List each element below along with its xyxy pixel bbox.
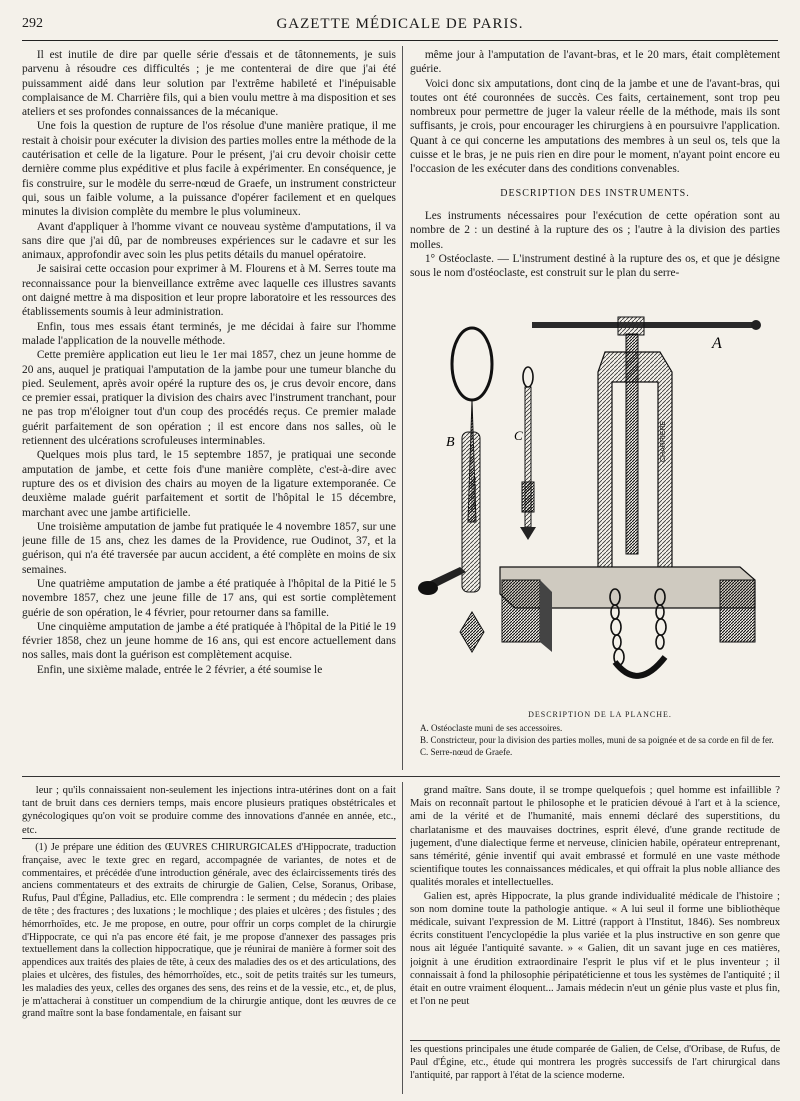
paragraph: Enfin, tous mes essais étant terminés, je me décidai à faire sur l'homme malade l'application de la nouvelle méthode. (22, 320, 396, 347)
paragraph: Il est inutile de dire par quelle série d'essais et de tâtonnements, je suis parvenu à résoudre ces difficultés ; je me contenterai de dire que j'ai été puissamment aidé dans leur solution par l'extrême habileté et l'inépuisable complaisance de M. Charrière fils, qui a bien voulu mettre à ma disposition et ses ateliers et ses profondes connaissances de la mécanique. (22, 49, 396, 119)
column-divider (402, 46, 403, 770)
instruments-engraving (410, 312, 780, 712)
caption-item: C. Serre-nœud de Graefe. (420, 747, 513, 758)
footnote-divider (22, 838, 396, 839)
paragraph: grand maître. Sans doute, il se trompe quelquefois ; quel homme est infaillible ? Mais on reconnaît partout le philosophe et le praticien dévoué à l'art et à la science, ami de la vérité et de l'humanité, mais ennemi déclaré des superstitions, du charlatanisme et des mauvaises doctrines, esprit élevé, d'une grande rectitude de jugement, d'une dialectique ferme et nerveuse, clinicien habile, opérateur entreprenant, sans témérité, génie inventif qui avait embrassé et formulé en une vaste méthode scientifique toutes les connaissances médicales, et qui offrait la plus noble alliance des qualités morales et intellectuelles. (410, 785, 780, 889)
paragraph: 1° Ostéoclaste. — L'instrument destiné à la rupture des os, et que je désigne sous le nom d'ostéoclaste, est construit sur le plan du serre- (410, 252, 780, 280)
paragraph: même jour à l'amputation de l'avant-bras, et le 20 mars, était complètement guérie. (410, 49, 780, 76)
instruments-plate (410, 312, 780, 712)
journal-title: GAZETTE MÉDICALE DE PARIS. (276, 16, 524, 32)
caption-item: B. Constricteur, pour la division des parties molles, muni de sa poignée et de sa corde en fil de fer. (420, 735, 774, 746)
section-divider (22, 776, 780, 777)
paragraph: Enfin, une sixième malade, entrée le 2 février, a été soumise le (36, 663, 323, 676)
bottom-right-footnote (410, 1044, 780, 1094)
bottom-right-column (410, 784, 780, 1034)
right-column (410, 48, 780, 310)
footnote-text: (1) Je prépare une édition des ŒUVRES CHIRURGICALES d'Hippocrate, traduction française, avec le texte grec en regard, accompagnée de variantes, de notes et de commentaires, et précédée d'une introduction générale, avec des éclaircissements tirés des anciens commentateurs et des extraits de chirurgie de Galien, Celse, Soranus, Oribase, Rufus, Paul d'Égine, Palladius, etc. Elle comprendra : le serment ; du médecin ; des plaies de tête ; des fractures ; des luxations ; le mochlique ; des plaies et ulcères ; des fistules ; des hémorrhoïdes, etc. Je me propose, en outre, pour offrir un corps complet de la chirurgie d'Hippocrate, ce qui n'a pas encore été fait, je me propose d'annexer des passages pris textuellement dans la collection hippocratique, que je réunirai de manière à former soit des appendices aux traités des plaies de tête, à ceux des maladies des os et des articulations, des plaies et ulcères, des fistules, des hémorrhoïdes, etc., soit de petits traités sur les tumeurs, les maladies des yeux, celles des organes des sens, des reins et de la vessie, etc., et, de plus, je m'attacherai à constituer un compendium de la chirurgie antique, dont les œuvres de ce grand maître sont la base fondamentale, en faisant sur (22, 842, 396, 1020)
paragraph: Une cinquième amputation de jambe a été pratiquée à l'hôpital de la Pitié le 19 février 1858, chez un jeune homme de 16 ans, qui est encore actuellement dans nos salles, mais dont la guérison est complètement acquise. (22, 620, 396, 662)
label-c: C (514, 428, 523, 443)
paragraph: Les instruments nécessaires pour l'exécution de cette opération sont au nombre de 2 : un destiné à la rupture des os ; l'autre à la division des parties molles. (410, 209, 780, 251)
caption-item: A. Ostéoclaste muni de ses accessoires. (420, 723, 563, 734)
figure-caption (420, 708, 780, 768)
column-divider (402, 782, 403, 1094)
paragraph: Une fois la question de rupture de l'os résolue d'une manière pratique, il me restait à choisir pour exécuter la division des parties molles entre la méthode de la cautérisation et celle de la ligature. Pour le présent, j'ai cru devoir choisir cette dernière comme plus expéditive et plus facile à expérimenter. En conséquence, je fis construire, sur le modèle du serre-nœud de Graefe, un instrument constricteur qui, sous un faible volume, a la puissance d'opérer facilement et en quelques minutes la division complète du membre le plus volumineux. (22, 120, 396, 219)
paragraph: Galien est, après Hippocrate, la plus grande individualité médicale de l'histoire ; son nom domine toute la pathologie antique. « A lui seul il forme une bibliothèque médicale, suivant l'expression de M. Littré (rapport à l'Institut, 1846). Ses nombreux écrits constituent l'encyclopédie la plus variée et la plus instructive en son genre que nous ait léguée l'antiquité savante. » « Galien, dit un savant juge en ces matières, joignit à une érudition extraordinaire l'esprit le plus vif et le plus inventeur ; il connaissait à fond la philosophie péripatéticienne et tous les systèmes de l'antiquité ; il était en outre vraiment éloquent... Jamais médecin n'eut un génie plus vaste et plus fin, et l'on ne peut (410, 890, 780, 1008)
engraved-mark: CHARRIERE (472, 476, 478, 512)
paragraph: Quelques mois plus tard, le 15 septembre 1857, je pratiquai une seconde amputation de jambe, et cette fois d'une manière complète, c'est-à-dire avec rupture des os et division des chairs au moyen de la ligature extemporanée. Ce deuxième malade guérit parfaitement et sortit de l'hôpital le 15 décembre, marchant avec une jambe artificielle. (22, 449, 396, 519)
engraved-mark: CHARRIERE (660, 420, 667, 462)
paragraph: Je saisirai cette occasion pour exprimer à M. Flourens et à M. Serres toute ma reconnaissance pour la bienveillance extrême avec laquelle ces illustres savants ont daigné mettre à ma disposition et leur propre laboratoire et les ressources des établissements soumis à leur administration. (22, 263, 396, 319)
footnote-text: les questions principales une étude comparée de Galien, de Celse, d'Oribase, de Rufus, de Paul d'Égine, etc., étude qui montrera les progrès successifs de l'art chirurgical dans l'antiquité, par rapport à l'état de la science moderne. (410, 1044, 780, 1081)
section-title: DESCRIPTION DES INSTRUMENTS. (500, 187, 690, 199)
paragraph: Cette première application eut lieu le 1er mai 1857, chez un jeune homme de 20 ans, auquel je pratiquai l'amputation de la jambe pour une tumeur blanche du pied. Seulement, après avoir opéré la rupture des os, je crus devoir encore, dans ce premier essai, pratiquer la division des chairs avec l'instrument tranchant, pour ne pas trop m'éloigner tout d'un coup des procédés reçus. Ce premier malade guérit parfaitement de son opération ; il est encore dans nos salles, où le retiennent des ulcérations scrofuleuses interminables. (22, 349, 396, 448)
constricteur-b (418, 328, 492, 652)
paragraph: Une quatrième amputation de jambe a été pratiquée à l'hôpital de la Pitié le 5 novembre 1857, chez une jeune fille de 17 ans, qui est sortie complètement guérie de son opération, le 4 février, pour retourner dans sa famille. (22, 577, 396, 619)
label-a: A (712, 335, 722, 352)
page-header (22, 14, 778, 41)
footnote (22, 842, 396, 1094)
osteoclaste-a (500, 317, 761, 676)
paragraph: Avant d'appliquer à l'homme vivant ce nouveau système d'amputations, il va sans dire que j'ai dû, par de nombreuses expériences sur le cadavre et sur les animaux, approfondir avec soin les plus petits détails du manuel opératoire. (22, 220, 396, 262)
paragraph: leur ; qu'ils connaissaient non-seulement les injections intra-utérines dont on a fait tant de bruit dans ces derniers temps, mais encore plusieurs pratiques obstétricales et gynécologiques qu'on voit se produire comme des innovations d'année en année, etc., etc. (22, 785, 396, 834)
caption-title: DESCRIPTION DE LA PLANCHE. (528, 710, 672, 719)
footnote-divider (410, 1040, 780, 1041)
serre-noeud-c (514, 367, 536, 540)
paragraph: Une troisième amputation de jambe fut pratiquée le 4 novembre 1857, sur une jeune fille de 15 ans, chez les dames de la Providence, rue Oudinot, 37, et la guérison, qui n'a été traversée par aucun accident, a été complète en moins de six semaines. (22, 520, 396, 576)
label-b: B (446, 435, 455, 450)
page-number: 292 (22, 16, 43, 31)
bottom-left-column (22, 784, 396, 834)
left-column (22, 48, 396, 770)
paragraph: Voici donc six amputations, dont cinq de la jambe et une de l'avant-bras, qui toutes ont été couronnées de succès. Ces faits, certainement, sont trop peu nombreux pour permettre de juger la valeur réelle de la méthode, mais ils sont suffisants, je crois, pour encourager les chirurgiens à en poursuivre l'application. Quant à ce qui concerne les amputations des membres à un seul os, tels que la cuisse et le bras, je ne puis rien en dire pour le moment, n'ayant point encore eu l'occasion de les exécuter dans des conditions convenables. (410, 77, 780, 176)
